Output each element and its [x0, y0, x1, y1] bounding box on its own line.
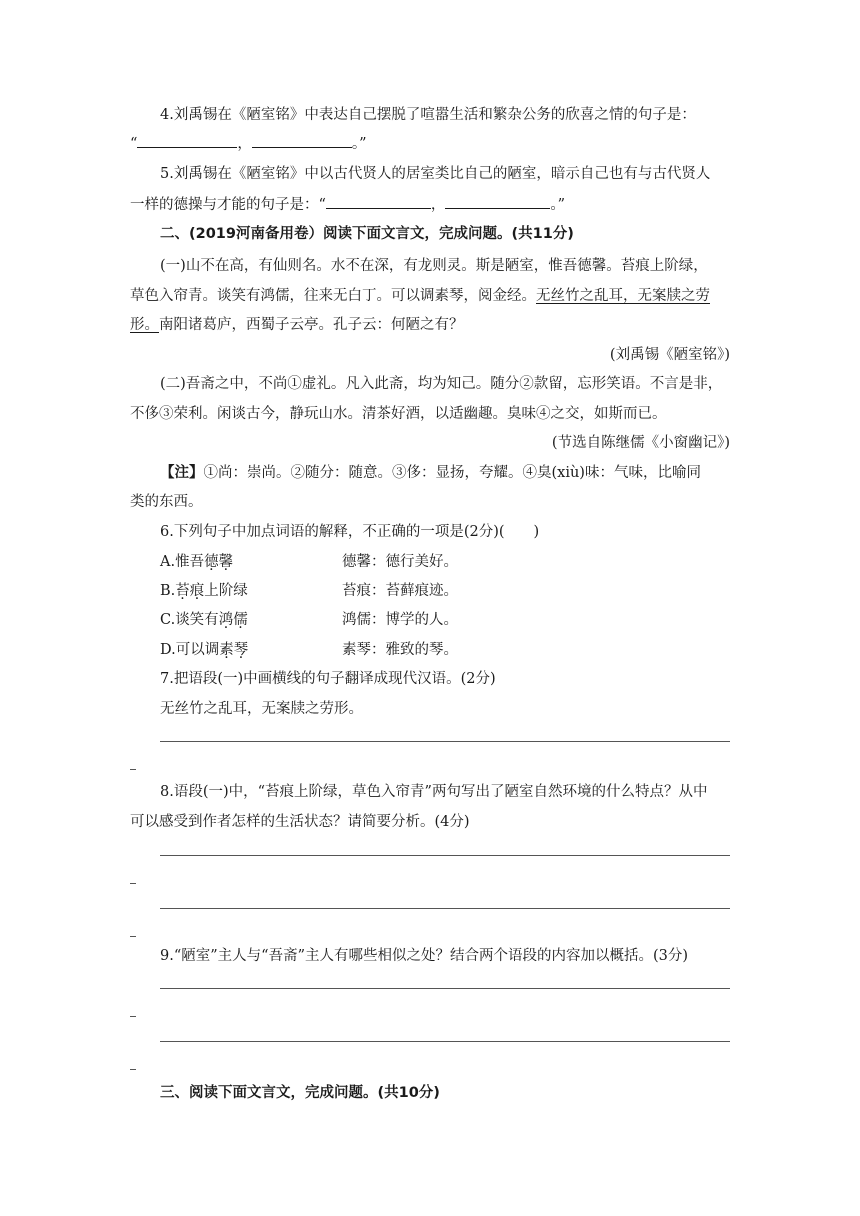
- answer-blank-3[interactable]: [326, 194, 431, 209]
- option-label: D.: [160, 642, 176, 658]
- passage-1-text: 南阳诸葛庐，西蜀子云亭。孔子云：何陋之有？: [159, 317, 464, 333]
- question-6-stem: 6.下列句子中加点词语的解释，不正确的一项是(2分)( ): [160, 524, 540, 540]
- option-text: 谈笑有: [175, 612, 219, 628]
- passage-1-source: (刘禹锡《陋室铭》): [609, 347, 730, 363]
- line-mark: [130, 1016, 136, 1017]
- option-a-definition: 德馨：德行美好。: [342, 554, 458, 570]
- option-d-definition: 素琴：雅致的琴。: [342, 642, 458, 658]
- option-label: B.: [160, 583, 176, 599]
- dotted-char: 鸿: [218, 612, 234, 628]
- passage-1-line-2: [130, 286, 730, 306]
- line-mark: [130, 883, 136, 884]
- option-label: C.: [160, 612, 176, 628]
- line-mark: [130, 1069, 136, 1070]
- passage-1-line-1: (一)山不在高，有仙则名。水不在深，有龙则灵。斯是陋室，惟吾德馨。苔痕上阶绿，: [160, 258, 708, 274]
- underlined-sentence-part-1: 无丝竹之乱耳，无案牍之劳: [536, 288, 710, 304]
- section-2-heading: 二、(2019河南备用卷）阅读下面文言文，完成问题。(共11分): [160, 226, 574, 242]
- option-b-definition: 苔痕：苔藓痕迹。: [342, 583, 458, 599]
- close-quote: 。”: [351, 136, 367, 152]
- passage-2-source: (节选自陈继儒《小窗幽记》): [551, 435, 730, 451]
- question-4-text: 4.刘禹锡在《陋室铭》中表达自己摆脱了喧嚣生活和繁杂公务的欣喜之情的句子是：: [160, 107, 696, 123]
- dotted-char: 琴: [233, 642, 249, 658]
- line-mark: [130, 936, 136, 937]
- notes-text: ①尚：崇尚。②随分：随意。③侈：显扬，夸耀。④臭(xiù)味：气味，比喻同: [203, 465, 701, 481]
- answer-line[interactable]: [160, 988, 730, 989]
- dotted-char: 痕: [189, 583, 205, 599]
- answer-line[interactable]: [160, 741, 730, 742]
- notes-line-2: 类的东西。: [130, 494, 203, 510]
- option-text: 惟吾: [175, 554, 205, 570]
- answer-line[interactable]: [160, 1041, 730, 1042]
- question-5-prompt: 一样的德操与才能的句子是：“: [130, 197, 326, 213]
- underlined-sentence-part-2: 形。: [130, 317, 159, 333]
- comma: ，: [430, 197, 446, 213]
- option-text: 上阶绿: [204, 583, 248, 599]
- answer-line[interactable]: [160, 855, 730, 856]
- question-4-answer-line: [130, 133, 730, 154]
- question-5-line-1: 5.刘禹锡在《陋室铭》中以古代贤人的居室类比自己的陋室，暗示自己也有与古代贤人: [160, 166, 711, 182]
- answer-blank-2[interactable]: [252, 133, 352, 148]
- answer-blank-4[interactable]: [445, 194, 550, 209]
- close-quote: 。”: [550, 197, 566, 213]
- passage-2-line-2: 不侈③荣利。闲谈古今，静玩山水。清茶好酒，以适幽趣。臭味④之交，如斯而已。: [130, 406, 667, 422]
- question-7-stem: 7.把语段(一)中画横线的句子翻译成现代汉语。(2分): [160, 671, 496, 687]
- option-label: A.: [160, 554, 176, 570]
- open-quote: “: [130, 136, 138, 152]
- section-3-heading: 三、阅读下面文言文，完成问题。(共10分): [160, 1085, 440, 1101]
- answer-line[interactable]: [160, 908, 730, 909]
- dotted-char: 德: [204, 554, 219, 570]
- question-5-line-2: [130, 194, 730, 215]
- option-c-definition: 鸿儒：博学的人。: [342, 612, 458, 628]
- passage-2-line-1: (二)吾斋之中，不尚①虚礼。凡入此斋，均为知己。随分②款留，忘形笑语。不言是非，: [160, 376, 723, 392]
- dotted-char: 苔: [175, 583, 190, 599]
- notes-label: 【注】: [160, 464, 204, 481]
- passage-1-text: 草色入帘青。谈笑有鸿儒，往来无白丁。可以调素琴，阅金经。: [130, 288, 536, 304]
- dotted-char: 儒: [233, 612, 248, 628]
- answer-blank-1[interactable]: [137, 133, 237, 148]
- dotted-char: 素: [219, 642, 234, 658]
- dotted-char: 馨: [218, 554, 234, 570]
- line-mark: [130, 769, 136, 770]
- question-8-line-2: 可以感受到作者怎样的生活状态？请简要分析。(4分): [130, 814, 470, 830]
- passage-1-line-3: [130, 315, 730, 335]
- question-9-text: 9.“陋室”主人与“吾斋”主人有哪些相似之处？结合两个语段的内容加以概括。(3分): [160, 948, 689, 964]
- question-8-line-1: 8.语段(一)中，“苔痕上阶绿，草色入帘青”两句写出了陋室自然环境的什么特点？从中: [160, 784, 708, 800]
- question-7-sentence: 无丝竹之乱耳，无案牍之劳形。: [160, 701, 363, 717]
- comma: ，: [237, 136, 252, 152]
- notes-line-1: [160, 463, 730, 483]
- option-text: 可以调: [175, 642, 220, 658]
